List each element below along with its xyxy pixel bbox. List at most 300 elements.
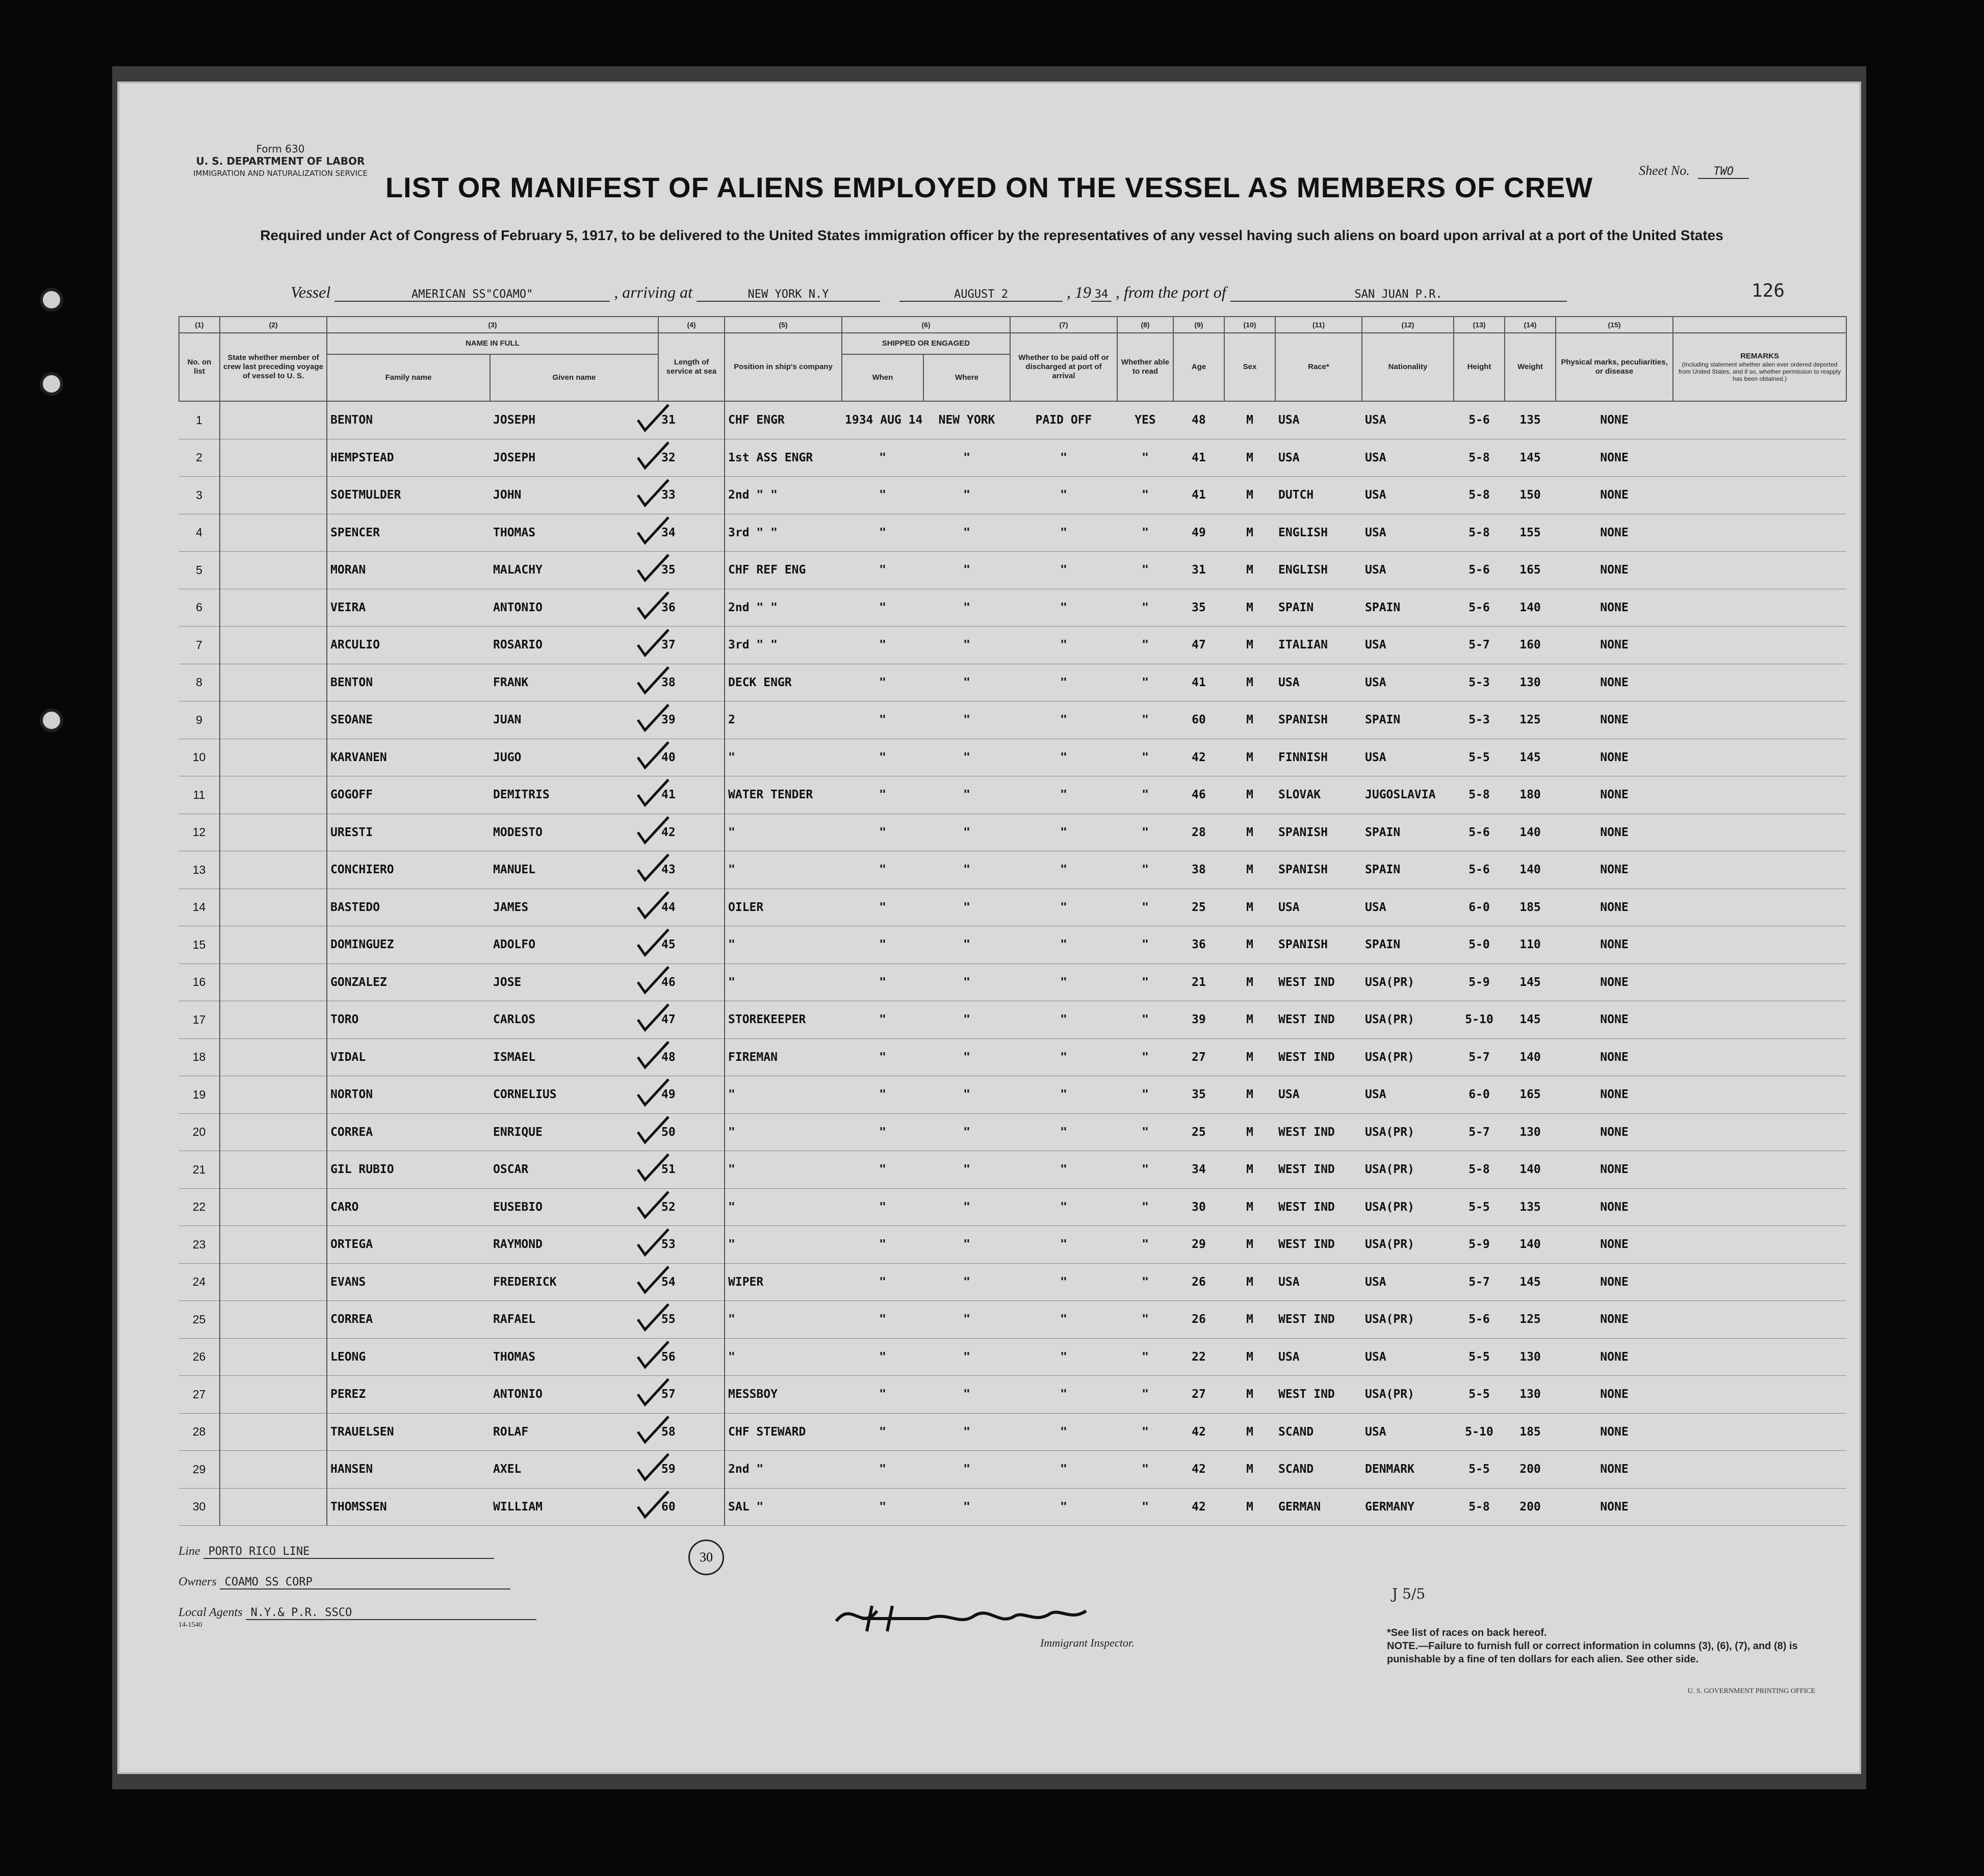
read-cell: " bbox=[1117, 552, 1173, 589]
when-cell: " bbox=[842, 439, 923, 477]
col-num: (9) bbox=[1173, 317, 1224, 333]
race-cell: GERMAN bbox=[1275, 1488, 1362, 1526]
height-cell: 5-6 bbox=[1454, 552, 1505, 589]
when-cell: " bbox=[842, 552, 923, 589]
where-cell: " bbox=[923, 814, 1010, 851]
weight-cell: 140 bbox=[1505, 814, 1556, 851]
service-cell: 60 bbox=[658, 1488, 725, 1526]
col-last-voyage: State whether member of crew last preceding voyage of vessel to U. S. bbox=[220, 333, 327, 401]
row-number: 9 bbox=[179, 701, 220, 739]
last-voyage-cell bbox=[220, 1001, 327, 1039]
position-cell: CHF REF ENG bbox=[725, 552, 842, 589]
from-port-label: , from the port of bbox=[1115, 283, 1226, 301]
last-voyage-cell bbox=[220, 401, 327, 439]
paid-off-cell: " bbox=[1010, 701, 1117, 739]
age-cell: 34 bbox=[1173, 1151, 1224, 1189]
given-name-cell: FREDERICK bbox=[490, 1263, 658, 1301]
col-paid-off: Whether to be paid off or discharged at port of arrival bbox=[1010, 333, 1117, 401]
sex-cell: M bbox=[1224, 1001, 1275, 1039]
department-name: U. S. DEPARTMENT OF LABOR bbox=[196, 155, 365, 167]
when-cell: " bbox=[842, 1488, 923, 1526]
weight-cell: 145 bbox=[1505, 1263, 1556, 1301]
row-number: 29 bbox=[179, 1451, 220, 1489]
marks-cell: NONE bbox=[1556, 1226, 1673, 1264]
sex-cell: M bbox=[1224, 1451, 1275, 1489]
last-voyage-cell bbox=[220, 439, 327, 477]
read-cell: " bbox=[1117, 851, 1173, 889]
col-num: (2) bbox=[220, 317, 327, 333]
position-cell: WATER TENDER bbox=[725, 776, 842, 814]
when-cell: " bbox=[842, 1038, 923, 1076]
where-cell: " bbox=[923, 1301, 1010, 1339]
family-name-cell: HEMPSTEAD bbox=[327, 439, 490, 477]
row-number: 27 bbox=[179, 1376, 220, 1414]
col-when: When bbox=[842, 354, 923, 401]
position-cell: CHF ENGR bbox=[725, 401, 842, 439]
col-race: Race* bbox=[1275, 333, 1362, 401]
circled-count: 30 bbox=[688, 1540, 724, 1575]
col-family-name: Family name bbox=[327, 354, 490, 401]
given-name-cell: JOSE bbox=[490, 963, 658, 1001]
given-name-cell: CARLOS bbox=[490, 1001, 658, 1039]
marks-cell: NONE bbox=[1556, 889, 1673, 926]
marks-cell: NONE bbox=[1556, 1038, 1673, 1076]
row-number: 10 bbox=[179, 739, 220, 776]
age-cell: 27 bbox=[1173, 1038, 1224, 1076]
height-cell: 5-8 bbox=[1454, 439, 1505, 477]
where-cell: " bbox=[923, 1113, 1010, 1151]
col-length-of-service: Length of service at sea bbox=[658, 333, 725, 401]
service-cell: 57 bbox=[658, 1376, 725, 1414]
where-cell: " bbox=[923, 552, 1010, 589]
service-name: IMMIGRATION AND NATURALIZATION SERVICE bbox=[193, 169, 368, 178]
table-row bbox=[179, 1263, 1846, 1301]
height-cell: 5-6 bbox=[1454, 851, 1505, 889]
remarks-cell bbox=[1673, 514, 1846, 552]
nationality-cell: USA bbox=[1362, 514, 1454, 552]
family-name-cell: KARVANEN bbox=[327, 739, 490, 776]
note-label: NOTE. bbox=[1387, 1640, 1419, 1652]
weight-cell: 140 bbox=[1505, 1038, 1556, 1076]
height-cell: 5-9 bbox=[1454, 963, 1505, 1001]
table-row bbox=[179, 776, 1846, 814]
height-cell: 5-10 bbox=[1454, 1001, 1505, 1039]
read-cell: " bbox=[1117, 1113, 1173, 1151]
where-cell: " bbox=[923, 926, 1010, 964]
year-prefix: , 19 bbox=[1066, 283, 1091, 301]
family-name-cell: URESTI bbox=[327, 814, 490, 851]
when-cell: " bbox=[842, 1376, 923, 1414]
col-num: (10) bbox=[1224, 317, 1275, 333]
paid-off-cell: " bbox=[1010, 1413, 1117, 1451]
remarks-cell bbox=[1673, 776, 1846, 814]
last-voyage-cell bbox=[220, 627, 327, 664]
binder-hole bbox=[40, 709, 63, 732]
family-name-cell: THOMSSEN bbox=[327, 1488, 490, 1526]
where-cell: " bbox=[923, 664, 1010, 701]
last-voyage-cell bbox=[220, 1413, 327, 1451]
age-cell: 25 bbox=[1173, 889, 1224, 926]
marks-cell: NONE bbox=[1556, 1113, 1673, 1151]
col-num: (14) bbox=[1505, 317, 1556, 333]
position-cell: " bbox=[725, 963, 842, 1001]
nationality-cell: USA bbox=[1362, 477, 1454, 514]
given-name-cell: FRANK bbox=[490, 664, 658, 701]
race-cell: USA bbox=[1275, 664, 1362, 701]
paid-off-cell: " bbox=[1010, 1226, 1117, 1264]
given-name-cell: JOHN bbox=[490, 477, 658, 514]
paid-off-cell: " bbox=[1010, 963, 1117, 1001]
read-cell: " bbox=[1117, 1488, 1173, 1526]
race-cell: SPANISH bbox=[1275, 701, 1362, 739]
weight-cell: 135 bbox=[1505, 1188, 1556, 1226]
race-cell: ITALIAN bbox=[1275, 627, 1362, 664]
family-name-cell: MORAN bbox=[327, 552, 490, 589]
last-voyage-cell bbox=[220, 1226, 327, 1264]
arriving-label: , arriving at bbox=[614, 283, 692, 301]
binder-hole bbox=[40, 288, 63, 311]
family-name-cell: CORREA bbox=[327, 1113, 490, 1151]
row-number: 7 bbox=[179, 627, 220, 664]
position-cell: STOREKEEPER bbox=[725, 1001, 842, 1039]
table-row bbox=[179, 552, 1846, 589]
last-voyage-cell bbox=[220, 514, 327, 552]
paid-off-cell: " bbox=[1010, 1263, 1117, 1301]
when-cell: " bbox=[842, 1001, 923, 1039]
position-cell: DECK ENGR bbox=[725, 664, 842, 701]
row-number: 20 bbox=[179, 1113, 220, 1151]
weight-cell: 130 bbox=[1505, 1376, 1556, 1414]
sex-cell: M bbox=[1224, 401, 1275, 439]
height-cell: 5-5 bbox=[1454, 1338, 1505, 1376]
sex-cell: M bbox=[1224, 776, 1275, 814]
form-code: 14-1540 bbox=[178, 1621, 202, 1629]
where-cell: " bbox=[923, 1451, 1010, 1489]
when-cell: " bbox=[842, 627, 923, 664]
weight-cell: 185 bbox=[1505, 889, 1556, 926]
penalty-note bbox=[1387, 1639, 1846, 1666]
given-name-cell: JUGO bbox=[490, 739, 658, 776]
race-note: *See list of races on back hereof. bbox=[1387, 1627, 1547, 1638]
service-cell: 53 bbox=[658, 1226, 725, 1264]
remarks-note: (Including statement whether alien ever ordered deported from United States, and if so, whether permission to reapply has been obtained.) bbox=[1678, 361, 1841, 382]
table-row bbox=[179, 889, 1846, 926]
weight-cell: 125 bbox=[1505, 1301, 1556, 1339]
race-cell: SCAND bbox=[1275, 1413, 1362, 1451]
service-cell: 34 bbox=[658, 514, 725, 552]
given-name-cell: THOMAS bbox=[490, 514, 658, 552]
vessel-name: AMERICAN SS"COAMO" bbox=[334, 288, 610, 302]
arrival-year: 34 bbox=[1091, 288, 1112, 302]
marks-cell: NONE bbox=[1556, 926, 1673, 964]
table-row bbox=[179, 627, 1846, 664]
service-cell: 48 bbox=[658, 1038, 725, 1076]
when-cell: " bbox=[842, 589, 923, 627]
paid-off-cell: " bbox=[1010, 1301, 1117, 1339]
family-name-cell: GIL RUBIO bbox=[327, 1151, 490, 1189]
marks-cell: NONE bbox=[1556, 1413, 1673, 1451]
row-number: 21 bbox=[179, 1151, 220, 1189]
paid-off-cell: " bbox=[1010, 1001, 1117, 1039]
race-cell: USA bbox=[1275, 401, 1362, 439]
weight-cell: 130 bbox=[1505, 1113, 1556, 1151]
sex-cell: M bbox=[1224, 1488, 1275, 1526]
read-cell: " bbox=[1117, 664, 1173, 701]
sex-cell: M bbox=[1224, 1113, 1275, 1151]
read-cell: " bbox=[1117, 1263, 1173, 1301]
weight-cell: 140 bbox=[1505, 1151, 1556, 1189]
when-cell: " bbox=[842, 1263, 923, 1301]
table-row bbox=[179, 1038, 1846, 1076]
col-num: (7) bbox=[1010, 317, 1117, 333]
col-num: (3) bbox=[327, 317, 658, 333]
height-cell: 5-8 bbox=[1454, 1488, 1505, 1526]
race-cell: SPANISH bbox=[1275, 851, 1362, 889]
manifest-sheet bbox=[117, 82, 1861, 1774]
weight-cell: 150 bbox=[1505, 477, 1556, 514]
sex-cell: M bbox=[1224, 439, 1275, 477]
col-shipped-or-engaged: SHIPPED OR ENGAGED bbox=[842, 333, 1010, 354]
document-subtitle: Required under Act of Congress of February 5, 1917, to be delivered to the United States immigration officer by the representatives of any vessel having such aliens on board upon arrival at a port of the United States bbox=[260, 227, 1723, 243]
where-cell: " bbox=[923, 1076, 1010, 1114]
nationality-cell: USA(PR) bbox=[1362, 1151, 1454, 1189]
remarks-cell bbox=[1673, 1263, 1846, 1301]
last-voyage-cell bbox=[220, 1263, 327, 1301]
row-number: 12 bbox=[179, 814, 220, 851]
service-cell: 44 bbox=[658, 889, 725, 926]
remarks-cell bbox=[1673, 1076, 1846, 1114]
paid-off-cell: " bbox=[1010, 814, 1117, 851]
nationality-cell: USA bbox=[1362, 1263, 1454, 1301]
service-cell: 38 bbox=[658, 664, 725, 701]
table-row bbox=[179, 1188, 1846, 1226]
given-name-cell: THOMAS bbox=[490, 1338, 658, 1376]
family-name-cell: LEONG bbox=[327, 1338, 490, 1376]
given-name-cell: ISMAEL bbox=[490, 1038, 658, 1076]
vessel-label: Vessel bbox=[291, 283, 331, 301]
table-row bbox=[179, 851, 1846, 889]
service-cell: 43 bbox=[658, 851, 725, 889]
crew-rows bbox=[179, 401, 1846, 1526]
weight-cell: 185 bbox=[1505, 1413, 1556, 1451]
given-name-cell: MODESTO bbox=[490, 814, 658, 851]
age-cell: 41 bbox=[1173, 477, 1224, 514]
last-voyage-cell bbox=[220, 1113, 327, 1151]
age-cell: 36 bbox=[1173, 926, 1224, 964]
last-voyage-cell bbox=[220, 1451, 327, 1489]
table-row bbox=[179, 1338, 1846, 1376]
given-name-cell: JOSEPH bbox=[490, 401, 658, 439]
when-cell: " bbox=[842, 1338, 923, 1376]
service-cell: 36 bbox=[658, 589, 725, 627]
family-name-cell: ARCULIO bbox=[327, 627, 490, 664]
race-cell: SPANISH bbox=[1275, 814, 1362, 851]
read-cell: " bbox=[1117, 477, 1173, 514]
height-cell: 5-10 bbox=[1454, 1413, 1505, 1451]
last-voyage-cell bbox=[220, 963, 327, 1001]
line-label: Line bbox=[178, 1545, 200, 1558]
family-name-cell: CONCHIERO bbox=[327, 851, 490, 889]
age-cell: 38 bbox=[1173, 851, 1224, 889]
service-cell: 42 bbox=[658, 814, 725, 851]
paid-off-cell: " bbox=[1010, 589, 1117, 627]
col-able-to-read: Whether able to read bbox=[1117, 333, 1173, 401]
family-name-cell: CARO bbox=[327, 1188, 490, 1226]
age-cell: 60 bbox=[1173, 701, 1224, 739]
position-cell: FIREMAN bbox=[725, 1038, 842, 1076]
nationality-cell: USA(PR) bbox=[1362, 1376, 1454, 1414]
race-cell: ENGLISH bbox=[1275, 552, 1362, 589]
agents-value: N.Y.& P.R. SSCO bbox=[246, 1606, 536, 1620]
when-cell: " bbox=[842, 889, 923, 926]
nationality-cell: USA bbox=[1362, 889, 1454, 926]
sex-cell: M bbox=[1224, 1301, 1275, 1339]
position-cell: CHF STEWARD bbox=[725, 1413, 842, 1451]
service-cell: 50 bbox=[658, 1113, 725, 1151]
nationality-cell: SPAIN bbox=[1362, 701, 1454, 739]
marks-cell: NONE bbox=[1556, 1001, 1673, 1039]
paid-off-cell: " bbox=[1010, 1488, 1117, 1526]
read-cell: " bbox=[1117, 776, 1173, 814]
age-cell: 49 bbox=[1173, 514, 1224, 552]
marks-cell: NONE bbox=[1556, 1451, 1673, 1489]
marks-cell: NONE bbox=[1556, 627, 1673, 664]
given-name-cell: OSCAR bbox=[490, 1151, 658, 1189]
sex-cell: M bbox=[1224, 627, 1275, 664]
race-cell: USA bbox=[1275, 1263, 1362, 1301]
paid-off-cell: " bbox=[1010, 439, 1117, 477]
family-name-cell: PEREZ bbox=[327, 1376, 490, 1414]
table-row bbox=[179, 701, 1846, 739]
col-remarks bbox=[1673, 333, 1846, 401]
nationality-cell: USA bbox=[1362, 1413, 1454, 1451]
when-cell: " bbox=[842, 851, 923, 889]
service-cell: 58 bbox=[658, 1413, 725, 1451]
row-number: 17 bbox=[179, 1001, 220, 1039]
nationality-cell: USA bbox=[1362, 1338, 1454, 1376]
service-cell: 41 bbox=[658, 776, 725, 814]
position-cell: WIPER bbox=[725, 1263, 842, 1301]
given-name-cell: ANTONIO bbox=[490, 589, 658, 627]
height-cell: 5-8 bbox=[1454, 477, 1505, 514]
last-voyage-cell bbox=[220, 1338, 327, 1376]
nationality-cell: SPAIN bbox=[1362, 589, 1454, 627]
last-voyage-cell bbox=[220, 477, 327, 514]
marks-cell: NONE bbox=[1556, 514, 1673, 552]
race-cell: WEST IND bbox=[1275, 1301, 1362, 1339]
table-row bbox=[179, 1151, 1846, 1189]
owners-label: Owners bbox=[178, 1575, 217, 1588]
last-voyage-cell bbox=[220, 1376, 327, 1414]
last-voyage-cell bbox=[220, 1076, 327, 1114]
given-name-cell: AXEL bbox=[490, 1451, 658, 1489]
nationality-cell: USA(PR) bbox=[1362, 1001, 1454, 1039]
col-weight: Weight bbox=[1505, 333, 1556, 401]
given-name-cell: ROLAF bbox=[490, 1413, 658, 1451]
height-cell: 5-3 bbox=[1454, 701, 1505, 739]
sheet-number-value: TWO bbox=[1698, 165, 1749, 179]
position-cell: " bbox=[725, 1301, 842, 1339]
paid-off-cell: " bbox=[1010, 552, 1117, 589]
height-cell: 5-7 bbox=[1454, 1038, 1505, 1076]
table-row bbox=[179, 1226, 1846, 1264]
read-cell: " bbox=[1117, 1001, 1173, 1039]
where-cell: " bbox=[923, 1413, 1010, 1451]
family-name-cell: BASTEDO bbox=[327, 889, 490, 926]
given-name-cell: RAFAEL bbox=[490, 1301, 658, 1339]
race-cell: USA bbox=[1275, 889, 1362, 926]
read-cell: " bbox=[1117, 963, 1173, 1001]
height-cell: 5-8 bbox=[1454, 514, 1505, 552]
remarks-cell bbox=[1673, 589, 1846, 627]
arrival-port: NEW YORK N.Y bbox=[697, 288, 880, 302]
remarks-cell bbox=[1673, 664, 1846, 701]
read-cell: " bbox=[1117, 814, 1173, 851]
nationality-cell: USA(PR) bbox=[1362, 963, 1454, 1001]
height-cell: 5-5 bbox=[1454, 1376, 1505, 1414]
col-num: (12) bbox=[1362, 317, 1454, 333]
position-cell: " bbox=[725, 851, 842, 889]
nationality-cell: USA(PR) bbox=[1362, 1301, 1454, 1339]
sex-cell: M bbox=[1224, 1188, 1275, 1226]
paid-off-cell: " bbox=[1010, 889, 1117, 926]
paid-off-cell: " bbox=[1010, 627, 1117, 664]
footnote bbox=[1387, 1626, 1846, 1666]
last-voyage-cell bbox=[220, 1038, 327, 1076]
signature-text: H. S. Crandall bbox=[909, 1612, 1019, 1630]
when-cell: " bbox=[842, 1188, 923, 1226]
paid-off-cell: " bbox=[1010, 926, 1117, 964]
when-cell: " bbox=[842, 776, 923, 814]
sex-cell: M bbox=[1224, 1038, 1275, 1076]
inspector-label: Immigrant Inspector. bbox=[1040, 1636, 1135, 1649]
marks-cell: NONE bbox=[1556, 701, 1673, 739]
remarks-cell bbox=[1673, 814, 1846, 851]
age-cell: 30 bbox=[1173, 1188, 1224, 1226]
read-cell: YES bbox=[1117, 401, 1173, 439]
row-number: 15 bbox=[179, 926, 220, 964]
col-position: Position in ship's company bbox=[725, 333, 842, 401]
weight-cell: 155 bbox=[1505, 514, 1556, 552]
given-name-cell: MALACHY bbox=[490, 552, 658, 589]
family-name-cell: HANSEN bbox=[327, 1451, 490, 1489]
read-cell: " bbox=[1117, 1038, 1173, 1076]
row-number: 14 bbox=[179, 889, 220, 926]
nationality-cell: USA bbox=[1362, 401, 1454, 439]
owners-field bbox=[178, 1575, 510, 1590]
row-number: 6 bbox=[179, 589, 220, 627]
height-cell: 5-3 bbox=[1454, 664, 1505, 701]
remarks-cell bbox=[1673, 1188, 1846, 1226]
nationality-cell: SPAIN bbox=[1362, 851, 1454, 889]
marks-cell: NONE bbox=[1556, 851, 1673, 889]
service-cell: 47 bbox=[658, 1001, 725, 1039]
row-number: 28 bbox=[179, 1413, 220, 1451]
col-num: (6) bbox=[842, 317, 1010, 333]
where-cell: " bbox=[923, 701, 1010, 739]
col-num: (11) bbox=[1275, 317, 1362, 333]
weight-cell: 145 bbox=[1505, 739, 1556, 776]
service-cell: 33 bbox=[658, 477, 725, 514]
when-cell: " bbox=[842, 963, 923, 1001]
read-cell: " bbox=[1117, 926, 1173, 964]
col-num: (13) bbox=[1454, 317, 1505, 333]
marks-cell: NONE bbox=[1556, 814, 1673, 851]
age-cell: 25 bbox=[1173, 1113, 1224, 1151]
paid-off-cell: " bbox=[1010, 739, 1117, 776]
where-cell: " bbox=[923, 439, 1010, 477]
row-number: 25 bbox=[179, 1301, 220, 1339]
